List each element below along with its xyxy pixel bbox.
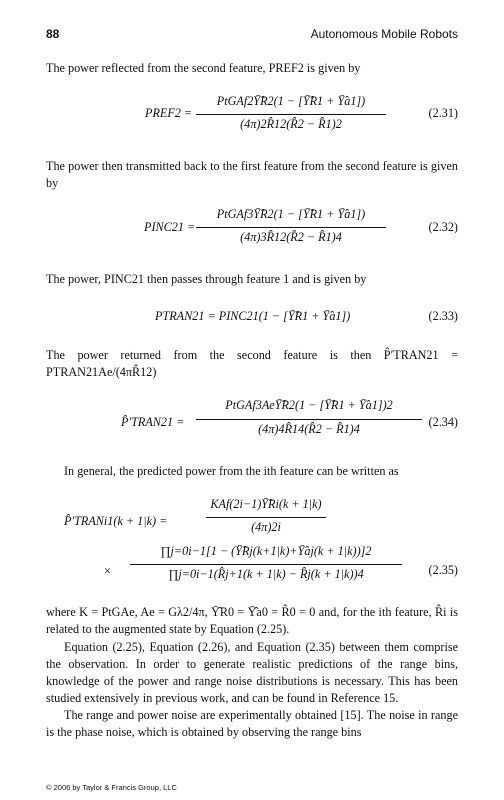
paragraph-5: In general, the predicted power from the ith feature can be written as xyxy=(64,464,399,478)
equation-2-33 xyxy=(46,309,458,323)
paragraph-3: The power, PINC21 then passes through feature 1 and is given by xyxy=(46,272,367,286)
paragraph-8: The range and power noise are experimentally obtained [15]. The noise in range is the phase noise, which is obtained by observing the range bins xyxy=(46,708,458,739)
paragraph-1: The power reflected from the second feature, PREF2 is given by xyxy=(46,61,361,75)
paragraph-4: The power returned from the second feature is then P̂′TRAN21 = PTRAN21Ae/(4πR̂12) xyxy=(46,348,458,379)
equation-denominator-2: ∏j=0i−1(R̂j+1(k + 1|k) − R̂j(k + 1|k))4 xyxy=(168,567,364,581)
fraction-bar xyxy=(196,419,422,420)
equation-numerator: PtGAf2Ῡ̂R2(1 − [Ῡ̂R1 + Ῡ̂a1]) xyxy=(216,94,366,108)
copyright-footer: © 2006 by Taylor & Francis Group, LLC xyxy=(46,783,177,792)
equation-lhs: PTRAN21 = PINC21(1 − [Ῡ̂R1 + Ῡ̂a1]) xyxy=(155,309,351,323)
equation-number: (2.31) xyxy=(428,106,458,120)
equation-numerator: PtGAf3AeῩ̂R2(1 − [Ῡ̂R1 + Ῡ̂a1])2 xyxy=(225,398,393,412)
paragraph-6: where K = PtGAe, Ae = Gλ2/4π, Ῡ̂R0 = Ῡ̂a0 = R̂0 = 0 and, for the ith feature, R̂i is related to the augmented state by Equation (2.25). xyxy=(46,605,458,636)
equation-2-35 xyxy=(46,497,458,581)
equation-lhs: PINC21 = xyxy=(144,220,196,234)
equation-number: (2.35) xyxy=(428,563,458,577)
book-title: Autonomous Mobile Robots xyxy=(310,27,458,41)
equation-denominator: (4π)4R̂14(R̂2 − R̂1)4 xyxy=(258,422,360,436)
equation-denominator: (4π)3R̂12(R̂2 − R̂1)4 xyxy=(240,230,342,244)
equation-lhs: P̂′TRANi1(k + 1|k) = xyxy=(64,514,168,528)
paragraph-7: Equation (2.25), Equation (2.26), and Equation (2.35) between them comprise the observation. In order to generate realistic predictions of the range bins, knowledge of the power and range noise distributions is necessary. This has been studied extensively in previous work, and can be found in Reference 15. xyxy=(46,640,458,705)
fraction-bar-2 xyxy=(130,564,402,565)
fraction-bar xyxy=(196,114,386,115)
running-header xyxy=(46,27,458,45)
equation-denominator: (4π)2i xyxy=(251,520,281,534)
equation-number: (2.33) xyxy=(428,309,458,323)
equation-lhs: PREF2 = xyxy=(145,106,193,120)
times-sign: × xyxy=(104,564,111,578)
equation-2-32 xyxy=(46,207,458,244)
equation-numerator: PtGAf3Ῡ̂R2(1 − [Ῡ̂R1 + Ῡ̂a1]) xyxy=(216,207,366,221)
equation-number: (2.34) xyxy=(428,415,458,429)
page-number: 88 xyxy=(46,27,60,41)
equation-numerator: KAf(2i−1)Ῡ̂Ri(k + 1|k) xyxy=(210,497,322,511)
fraction-bar xyxy=(206,517,326,518)
equation-number: (2.32) xyxy=(428,220,458,234)
equation-lhs: P̂′TRAN21 = xyxy=(121,415,185,429)
equation-2-31 xyxy=(46,94,458,131)
paragraph-2: The power then transmitted back to the first feature from the second feature is given by xyxy=(46,159,458,190)
equation-denominator: (4π)2R̂12(R̂2 − R̂1)2 xyxy=(240,117,342,131)
equation-2-34 xyxy=(46,398,458,436)
fraction-bar xyxy=(196,227,386,228)
equation-numerator-2: ∏j=0i−1[1 − (Ῡ̂Rj(k+1|k)+Ῡ̂aj(k + 1|k))]2 xyxy=(160,544,372,558)
